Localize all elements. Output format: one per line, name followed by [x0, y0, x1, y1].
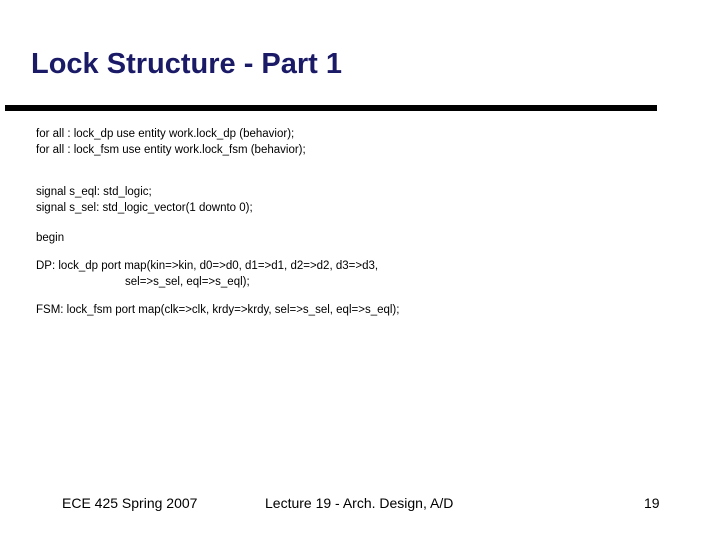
code-line-config-dp: for all : lock_dp use entity work.lock_dp (behavior); — [36, 128, 295, 140]
code-line-dp-port-map: DP: lock_dp port map(kin=>kin, d0=>d0, d1=>d1, d2=>d2, d3=>d3, — [36, 260, 379, 272]
code-line-fsm-port-map: FSM: lock_fsm port map(clk=>clk, krdy=>krdy, sel=>s_sel, eql=>s_eql); — [36, 304, 400, 316]
code-line-dp-port-map-cont: sel=>s_sel, eql=>s_eql); — [125, 276, 250, 288]
slide-title: Lock Structure - Part 1 — [31, 48, 343, 80]
code-line-signal-sel: signal s_sel: std_logic_vector(1 downto 0); — [36, 202, 253, 214]
code-line-config-fsm: for all : lock_fsm use entity work.lock_fsm (behavior); — [36, 144, 306, 156]
footer-lecture: Lecture 19 - Arch. Design, A/D — [265, 495, 454, 511]
footer-course: ECE 425 Spring 2007 — [62, 495, 198, 511]
title-divider — [5, 105, 657, 111]
code-line-signal-eql: signal s_eql: std_logic; — [36, 186, 152, 198]
vhdl-code-block — [36, 126, 676, 318]
footer-page-number: 19 — [644, 495, 660, 511]
code-line-begin: begin — [36, 232, 65, 244]
